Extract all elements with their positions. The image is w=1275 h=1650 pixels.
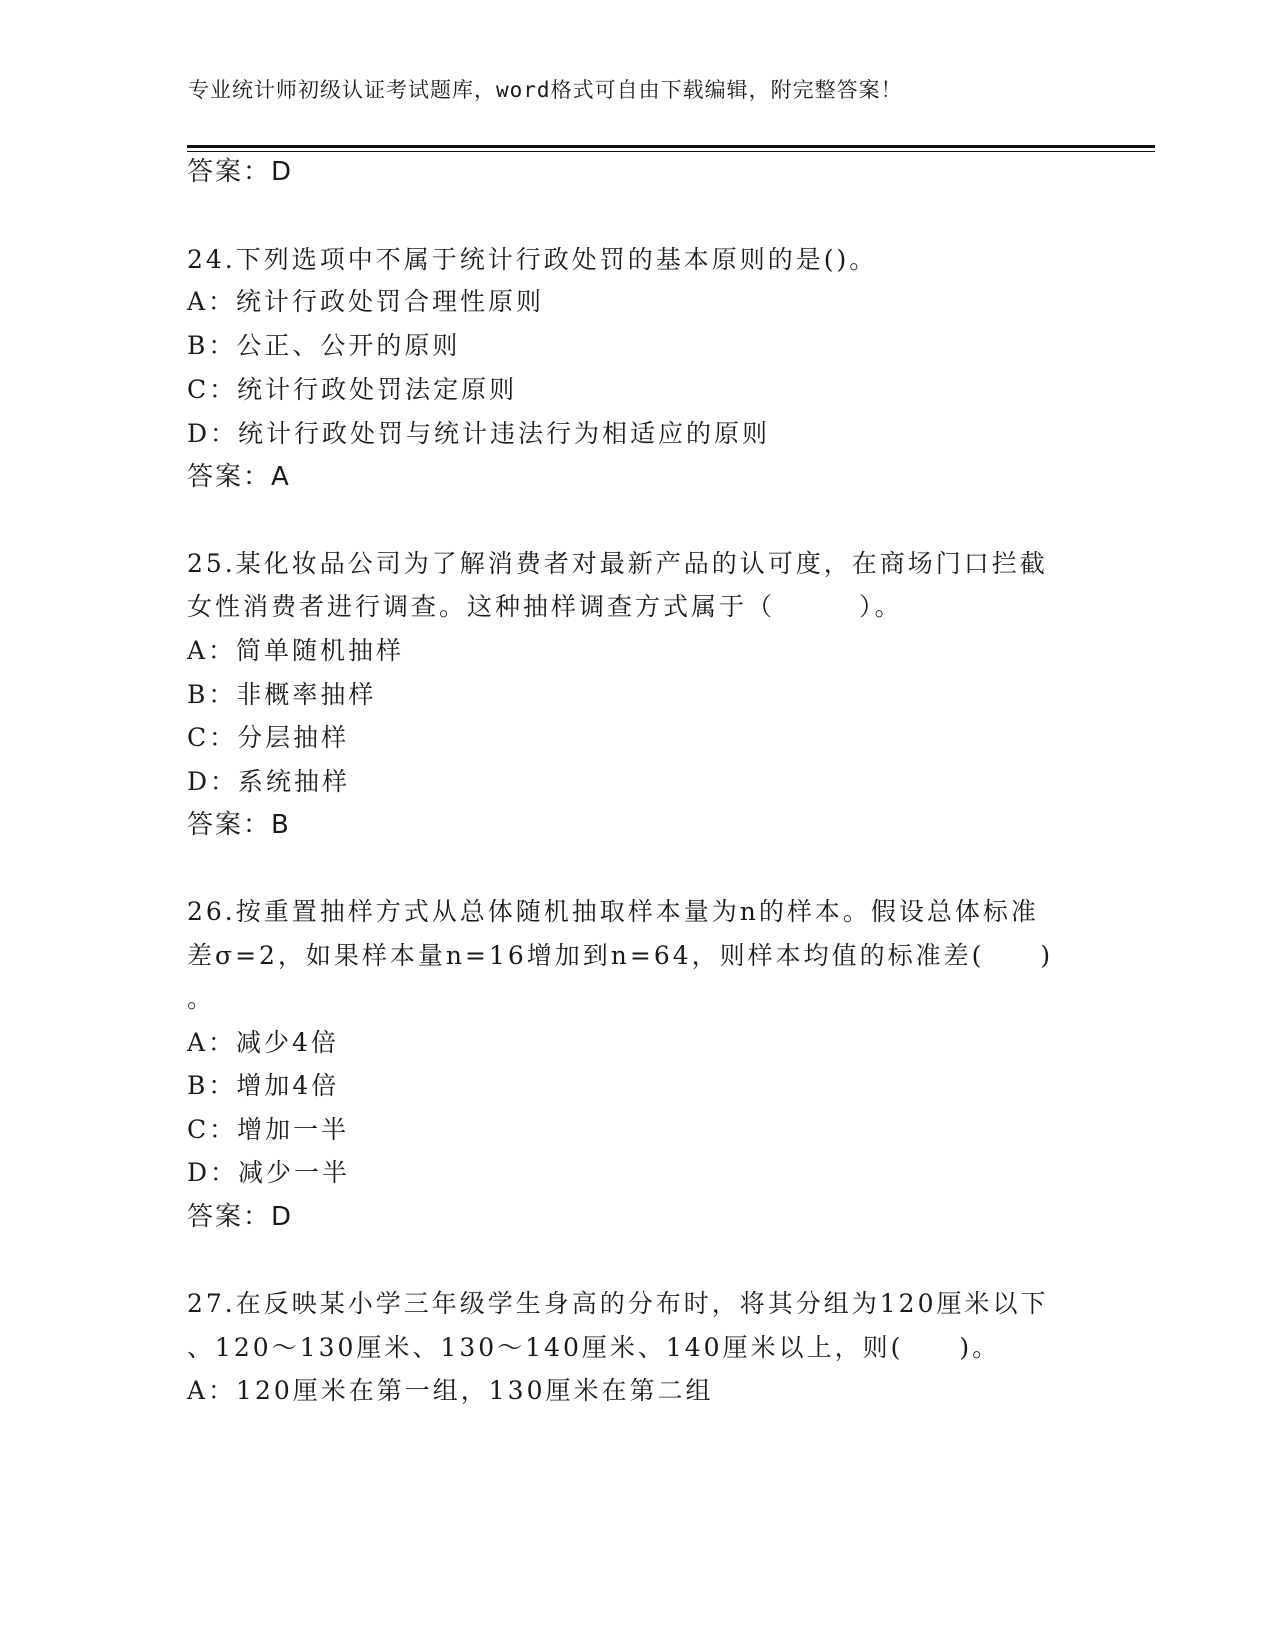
option-a: A：简单随机抽样 xyxy=(187,636,405,665)
answer-line: 答案：D xyxy=(187,157,294,187)
option-d: D：减少一半 xyxy=(187,1158,351,1187)
question-stem: 24.下列选项中不属于统计行政处罚的基本原则的是()。 xyxy=(187,245,878,274)
question-stem: 27.在反映某小学三年级学生身高的分布时，将其分组为120厘米以下 xyxy=(187,1289,1049,1318)
option-b: B：增加4倍 xyxy=(187,1071,340,1100)
option-c: C：分层抽样 xyxy=(187,723,350,752)
page-header: 专业统计师初级认证考试题库，word格式可自由下载编辑，附完整答案！ xyxy=(188,78,903,102)
option-d: D：统计行政处罚与统计违法行为相适应的原则 xyxy=(187,419,771,448)
answer-line: 答案：B xyxy=(187,810,291,840)
question-stem: 26.按重置抽样方式从总体随机抽取样本量为n的样本。假设总体标准 xyxy=(187,897,1039,926)
question-stem-continued: 、120～130厘米、130～140厘米、140厘米以上，则( )。 xyxy=(187,1333,1001,1362)
question-stem: 25.某化妆品公司为了解消费者对最新产品的认可度，在商场门口拦截 xyxy=(187,549,1048,578)
option-b: B：非概率抽样 xyxy=(187,680,377,709)
question-stem-continued: 。 xyxy=(187,984,216,1013)
option-d: D：系统抽样 xyxy=(187,767,351,796)
option-c: C：统计行政处罚法定原则 xyxy=(187,375,518,404)
option-c: C：增加一半 xyxy=(187,1115,350,1144)
question-stem-continued: 差σ=2，如果样本量n=16增加到n=64，则样本均值的标准差( ) xyxy=(187,941,1054,970)
option-a: A：减少4倍 xyxy=(187,1028,339,1057)
answer-line: 答案：D xyxy=(187,1202,294,1232)
option-a: A：120厘米在第一组，130厘米在第二组 xyxy=(187,1376,714,1405)
option-b: B：公正、公开的原则 xyxy=(187,331,461,360)
question-stem-continued: 女性消费者进行调查。这种抽样调查方式属于（ ）。 xyxy=(187,592,903,621)
header-rule xyxy=(187,145,1155,148)
answer-line: 答案：A xyxy=(187,462,291,492)
option-a: A：统计行政处罚合理性原则 xyxy=(187,287,545,316)
header-rule-thin xyxy=(187,151,1155,152)
